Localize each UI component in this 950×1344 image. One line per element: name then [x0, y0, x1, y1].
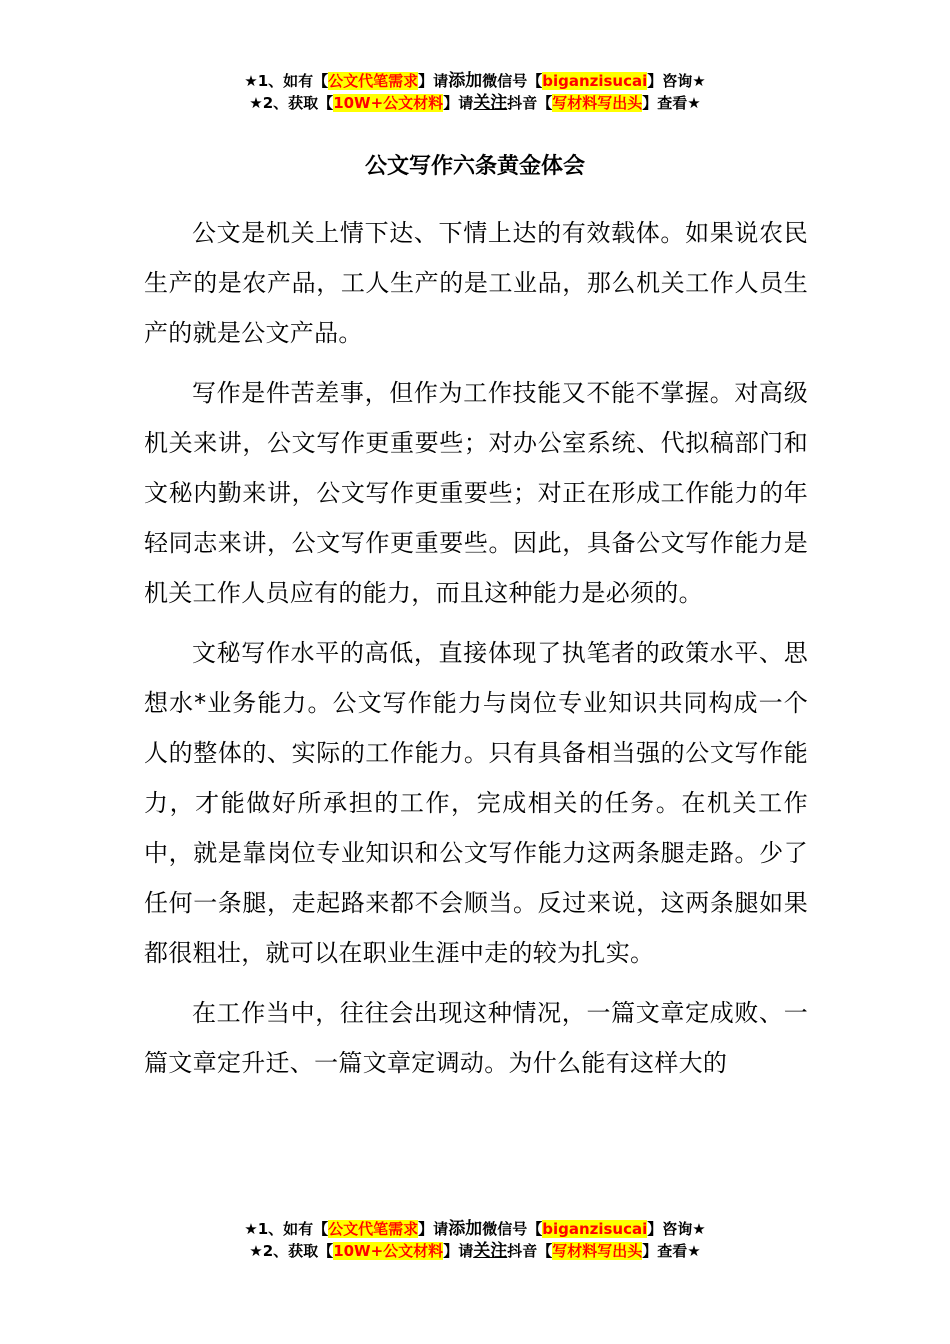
- banner-text: 】请: [418, 72, 449, 90]
- banner-text: 】查看★: [642, 1242, 701, 1260]
- document-body: [144, 208, 808, 1098]
- banner-text: 微信号【: [482, 1220, 543, 1238]
- banner-text: 抖音【: [507, 1242, 553, 1260]
- banner-text: 】请: [443, 1242, 474, 1260]
- banner-emphasis: 关注: [473, 1241, 508, 1261]
- banner-emphasis: 关注: [473, 93, 508, 113]
- banner-highlight: biganzisucai: [542, 1220, 648, 1238]
- banner-line-2: [0, 1240, 950, 1262]
- paragraph: 在工作当中，往往会出现这种情况，一篇文章定成败、一篇文章定升迁、一篇文章定调动。为什么能有这样大的: [144, 999, 808, 1077]
- banner-line-1: [0, 70, 950, 92]
- paragraph: 写作是件苦差事，但作为工作技能又不能不掌握。对高级机关来讲，公文写作更重要些；对办公室系统、代拟稿部门和文秘内勤来讲，公文写作更重要些；对正在形成工作能力的年轻同志来讲，公文写作更重要些。因此，具备公文写作能力是机关工作人员应有的能力，而且这种能力是必须的。: [144, 379, 808, 607]
- banner-text: ★2、获取【: [249, 94, 334, 112]
- banner-highlight: biganzisucai: [542, 72, 648, 90]
- banner-text: 】请: [443, 94, 474, 112]
- banner-text: 微信号【: [482, 72, 543, 90]
- document-title: 公文写作六条黄金体会: [364, 154, 585, 179]
- banner-highlight: 写材料写出头: [552, 94, 643, 112]
- banner-text: ★1、如有【: [244, 72, 329, 90]
- banner-text: 】请: [418, 1220, 449, 1238]
- banner-text: ★2、获取【: [249, 1242, 334, 1260]
- banner-line-2: [0, 92, 950, 114]
- banner-text: 】咨询★: [647, 1220, 706, 1238]
- banner-highlight: 10W+公文材料: [333, 94, 444, 112]
- banner-text: 抖音【: [507, 94, 553, 112]
- banner-highlight: 10W+公文材料: [333, 1242, 444, 1260]
- banner-text: 】查看★: [642, 94, 701, 112]
- header-banner: [0, 70, 950, 114]
- banner-text: 】咨询★: [647, 72, 706, 90]
- paragraph: 文秘写作水平的高低，直接体现了执笔者的政策水平、思想水*业务能力。公文写作能力与岗位专业知识共同构成一个人的整体的、实际的工作能力。只有具备相当强的公文写作能力，才能做好所承担的工作，完成相关的任务。在机关工作中，就是靠岗位专业知识和公文写作能力这两条腿走路。少了任何一条腿，走起路来都不会顺当。反过来说，这两条腿如果都很粗壮，就可以在职业生涯中走的较为扎实。: [144, 639, 808, 967]
- banner-emphasis: 添加: [448, 1219, 483, 1239]
- paragraph: 公文是机关上情下达、下情上达的有效载体。如果说农民生产的是农产品，工人生产的是工业品，那么机关工作人员生产的就是公文产品。: [144, 219, 808, 347]
- banner-highlight: 写材料写出头: [552, 1242, 643, 1260]
- banner-text: ★1、如有【: [244, 1220, 329, 1238]
- banner-highlight: 公文代笔需求: [328, 1220, 419, 1238]
- banner-emphasis: 添加: [448, 71, 483, 91]
- banner-highlight: 公文代笔需求: [328, 72, 419, 90]
- footer-banner: [0, 1218, 950, 1262]
- banner-line-1: [0, 1218, 950, 1240]
